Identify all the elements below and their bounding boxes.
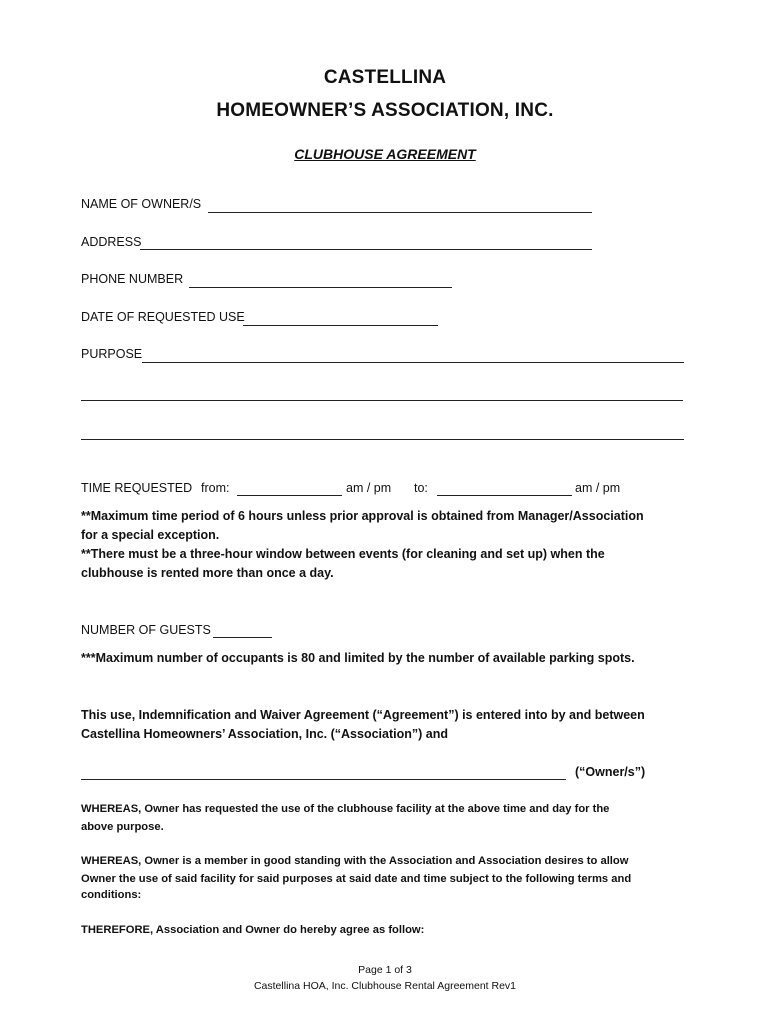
name-of-owner-label: NAME OF OWNER/S (81, 197, 202, 211)
window-note-line-1: **There must be a three-hour window between events (for cleaning and set up) when the (81, 547, 605, 561)
owner-name-field[interactable] (81, 779, 566, 780)
whereas-1-line-1: WHEREAS, Owner has requested the use of the clubhouse facility at the above time and day for the (81, 803, 610, 815)
therefore-clause: THEREFORE, Association and Owner do hereby agree as follow: (81, 924, 425, 936)
window-note-line-2: clubhouse is rented more than once a day. (81, 566, 334, 580)
date-of-requested-use-label: DATE OF REQUESTED USE (81, 310, 245, 324)
title-line-1: CASTELLINA (323, 67, 447, 88)
max-time-note-line-2: for a special exception. (81, 528, 220, 542)
whereas-2-line-3: conditions: (81, 889, 142, 901)
agreement-intro-line-2: Castellina Homeowners’ Association, Inc. (“Association”) and (81, 727, 448, 741)
time-to-field[interactable] (437, 495, 572, 496)
max-occupants-note: ***Maximum number of occupants is 80 and limited by the number of available parking spots. (81, 651, 635, 665)
number-of-guests-label: NUMBER OF GUESTS (81, 623, 211, 637)
time-to-ampm: am / pm (575, 481, 621, 495)
purpose-field-line-1[interactable] (142, 362, 684, 363)
number-of-guests-field[interactable] (213, 637, 272, 638)
subtitle: CLUBHOUSE AGREEMENT (294, 146, 476, 162)
max-time-note-line-1: **Maximum time period of 6 hours unless prior approval is obtained from Manager/Association (81, 509, 644, 523)
purpose-field-line-2[interactable] (81, 400, 683, 401)
phone-number-field[interactable] (189, 287, 452, 288)
agreement-intro-line-1: This use, Indemnification and Waiver Agreement (“Agreement”) is entered into by and between (81, 708, 645, 722)
time-from-ampm: am / pm (346, 481, 392, 495)
address-label: ADDRESS (81, 235, 142, 249)
purpose-label: PURPOSE (81, 347, 143, 361)
time-to-label: to: (414, 481, 428, 495)
page-number: Page 1 of 3 (358, 964, 412, 976)
time-requested-label: TIME REQUESTED (81, 481, 193, 495)
time-from-field[interactable] (237, 495, 342, 496)
purpose-field-line-3[interactable] (81, 439, 684, 440)
document-name: Castellina HOA, Inc. Clubhouse Rental Agreement Rev1 (253, 980, 517, 992)
whereas-2-line-1: WHEREAS, Owner is a member in good standing with the Association and Association desires to allow (81, 855, 629, 867)
phone-number-label: PHONE NUMBER (81, 272, 184, 286)
owner-label: (“Owner/s”) (575, 765, 646, 779)
address-field[interactable] (140, 249, 592, 250)
date-of-requested-use-field[interactable] (243, 325, 438, 326)
title-line-2: HOMEOWNER’S ASSOCIATION, INC. (216, 100, 554, 121)
name-of-owner-field[interactable] (208, 212, 592, 213)
whereas-2-line-2: Owner the use of said facility for said purposes at said date and time subject to the following terms and (81, 873, 632, 885)
whereas-1-line-2: above purpose. (81, 821, 164, 833)
time-from-label: from: (201, 481, 230, 495)
